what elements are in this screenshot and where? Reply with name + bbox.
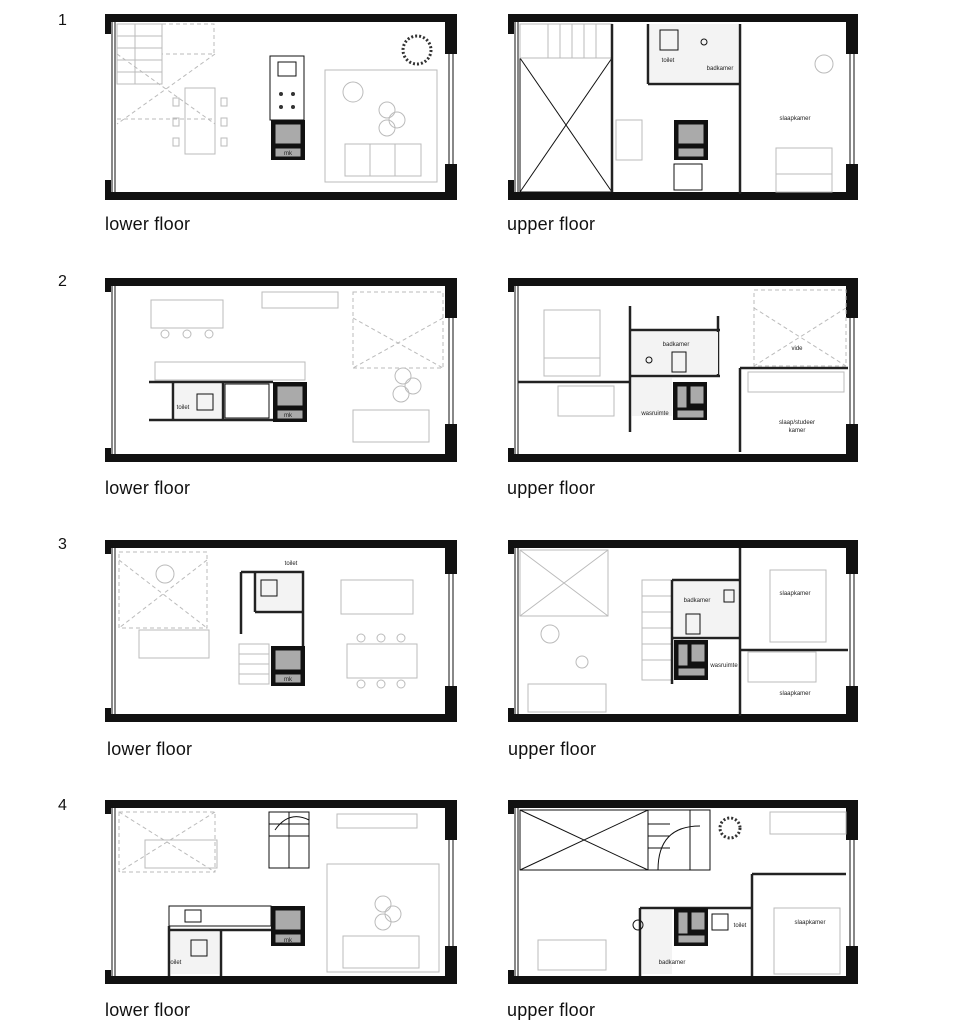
utility-core xyxy=(674,120,708,160)
floor-caption: lower floor xyxy=(105,478,191,498)
outer-walls xyxy=(105,278,457,462)
room-label-slaapkamer-2: slaapkamer xyxy=(779,691,811,697)
kitchen-island xyxy=(270,56,304,120)
room-label-wasruimte: wasruimte xyxy=(710,663,738,669)
room-label-badkamer: badkamer xyxy=(706,66,734,72)
room-label-slaapkamer: slaapkamer xyxy=(779,591,811,597)
plant-icon xyxy=(403,36,431,64)
floor-plan-2-lower xyxy=(105,278,457,468)
room-label-badkamer: badkamer xyxy=(662,342,690,348)
floor-plan-3-upper xyxy=(508,540,860,730)
room-label-toilet: toilet xyxy=(176,405,190,411)
room-label-wasruimte: wasruimte xyxy=(641,411,669,417)
room-label-badkamer: badkamer xyxy=(683,598,711,604)
room-label-toilet: toilet xyxy=(284,561,298,567)
floor-caption: lower floor xyxy=(105,1000,191,1020)
living-area xyxy=(325,70,437,182)
variant-number: 3 xyxy=(58,536,67,553)
floor-caption: lower floor xyxy=(107,739,193,759)
room-label-slaapkamer: slaapkamer xyxy=(794,920,826,926)
floor-caption: upper floor xyxy=(507,478,596,498)
room-label-slaap-studeer: slaap/studeer xyxy=(778,420,816,426)
room-label-slaapkamer: slaapkamer xyxy=(779,116,811,122)
void xyxy=(520,24,612,192)
room-label-mk: mk xyxy=(284,151,292,157)
floor-plan-1-lower xyxy=(105,14,457,204)
room-label-mk: mk xyxy=(284,413,292,419)
floor-caption: upper floor xyxy=(508,739,597,759)
room-label-mk: mk xyxy=(284,938,292,944)
floor-plan-3-lower xyxy=(105,540,457,730)
utility-core xyxy=(674,908,708,946)
room-label-kamer: kamer xyxy=(788,428,806,434)
room-label-vide: vide xyxy=(791,346,803,352)
room-label-toilet: toilet xyxy=(733,923,747,929)
outer-walls xyxy=(508,800,858,984)
floor-caption: lower floor xyxy=(105,214,191,234)
outer-walls xyxy=(105,540,457,722)
floor-caption: upper floor xyxy=(507,214,596,234)
variant-number: 2 xyxy=(58,273,67,290)
room-label-toilet: toilet xyxy=(661,58,675,64)
floor-plan-1-upper xyxy=(508,14,860,204)
stairs xyxy=(117,24,215,124)
dining-table xyxy=(173,88,227,154)
room-label-mk: mk xyxy=(284,677,292,683)
floor-plan-2-upper xyxy=(508,278,860,468)
floor-plan-4-upper xyxy=(508,800,860,990)
variant-number: 1 xyxy=(58,12,67,29)
floor-plan-4-lower xyxy=(105,800,457,990)
floor-caption: upper floor xyxy=(507,1000,596,1020)
utility-core xyxy=(674,640,708,680)
room-label-toilet: toilet xyxy=(168,960,182,966)
room-label-badkamer: badkamer xyxy=(658,960,686,966)
utility-core xyxy=(673,382,707,420)
variant-number: 4 xyxy=(58,797,67,814)
